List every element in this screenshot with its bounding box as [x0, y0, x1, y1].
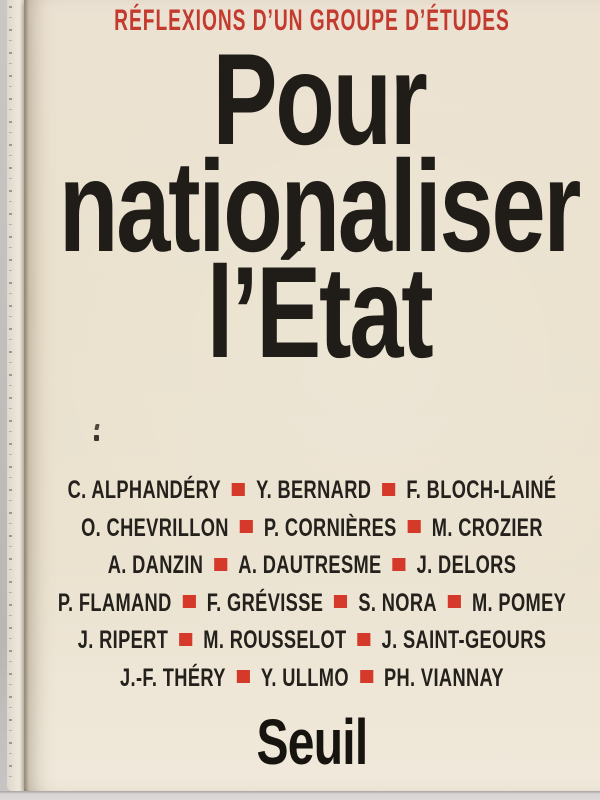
title-line-1: Pour — [212, 26, 426, 172]
publisher-logo: Seuil — [256, 706, 368, 778]
red-square-separator-icon — [183, 595, 196, 608]
background-surface-bottom — [0, 791, 600, 800]
red-square-separator-icon — [334, 595, 347, 608]
red-square-separator-icon — [232, 483, 245, 496]
author-row — [13, 472, 600, 510]
red-square-separator-icon — [237, 670, 250, 683]
author-name: A. DANZIN — [107, 551, 204, 579]
collection-header: RÉFLEXIONS D’UN GROUPE D’ÉTUDES — [114, 4, 510, 37]
red-square-separator-icon — [408, 520, 421, 533]
red-square-separator-icon — [393, 558, 406, 571]
author-name: P. FLAMAND — [57, 588, 172, 617]
ink-smudge — [93, 424, 101, 442]
title-line-3: l’État — [206, 239, 432, 385]
author-name: Y. ULLMO — [260, 663, 349, 692]
author-name: O. CHEVRILLON — [81, 513, 229, 542]
author-row — [13, 660, 600, 698]
red-square-separator-icon — [448, 595, 461, 608]
author-name: J.-F. THÉRY — [120, 663, 226, 692]
red-square-separator-icon — [214, 558, 227, 571]
title-line-2: nationaliser — [58, 132, 580, 279]
book-title — [0, 26, 600, 385]
author-row — [13, 547, 600, 585]
author-name: J. SAINT-GEOURS — [381, 626, 547, 654]
author-list — [13, 472, 600, 697]
author-name: S. NORA — [358, 588, 437, 617]
author-name: J. RIPERT — [77, 626, 169, 654]
red-square-separator-icon — [360, 670, 373, 683]
author-row — [13, 622, 600, 660]
author-name: J. DELORS — [416, 551, 517, 579]
author-name: M. ROUSSELOT — [203, 626, 347, 654]
red-square-separator-icon — [179, 633, 192, 646]
author-name: A. DAUTRESME — [238, 551, 382, 579]
author-row — [13, 585, 600, 623]
author-name: P. CORNIÈRES — [263, 513, 397, 542]
author-row — [13, 510, 600, 548]
red-square-separator-icon — [382, 483, 395, 496]
red-square-separator-icon — [358, 633, 371, 646]
author-name: C. ALPHANDÉRY — [67, 476, 222, 504]
author-name: M. CROZIER — [431, 513, 543, 542]
author-name: Y. BERNARD — [256, 476, 372, 504]
author-name: M. POMEY — [471, 588, 567, 617]
author-name: F. BLOCH-LAINÉ — [406, 476, 557, 504]
author-name: F. GRÉVISSE — [206, 588, 324, 617]
author-name: PH. VIANNAY — [383, 663, 504, 692]
book-front-cover — [24, 0, 600, 791]
red-square-separator-icon — [240, 520, 253, 533]
